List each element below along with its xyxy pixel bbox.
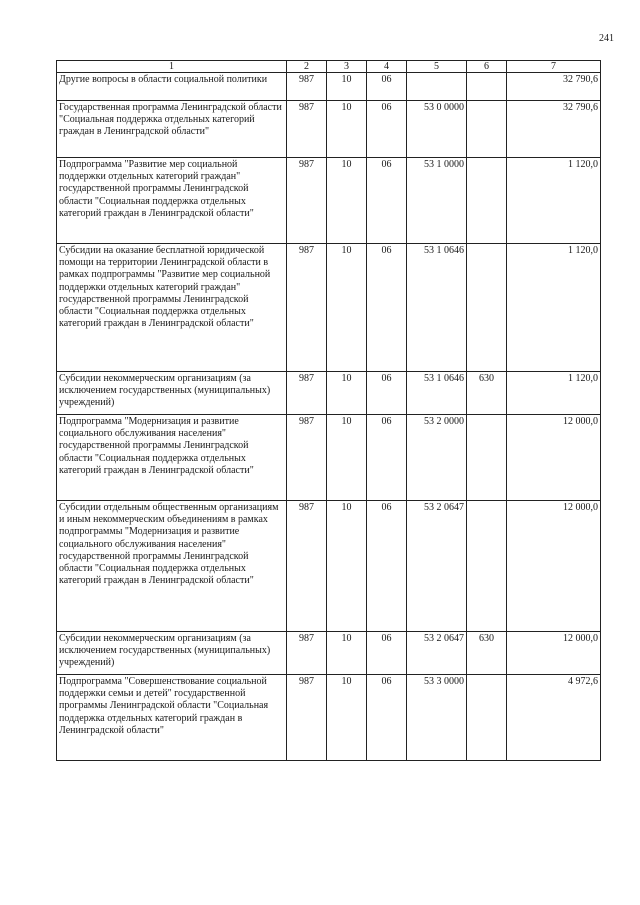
row-col-2: 987 (287, 675, 327, 761)
row-col-6 (467, 415, 507, 501)
row-col-7: 32 790,6 (507, 73, 601, 101)
row-col-3: 10 (327, 244, 367, 372)
row-col-7: 4 972,6 (507, 675, 601, 761)
row-name: Субсидии некоммерческим организациям (за исключением государственных (муниципальных) учреждений) (57, 632, 287, 675)
table-row (57, 101, 601, 158)
table-row (57, 244, 601, 372)
header-cell-2: 2 (287, 61, 327, 73)
row-col-5: 53 2 0647 (407, 632, 467, 675)
row-name: Субсидии некоммерческим организациям (за исключением государственных (муниципальных) учреждений) (57, 372, 287, 415)
row-col-2: 987 (287, 501, 327, 632)
header-cell-6: 6 (467, 61, 507, 73)
row-col-4: 06 (367, 244, 407, 372)
row-col-3: 10 (327, 632, 367, 675)
row-col-4: 06 (367, 675, 407, 761)
row-col-4: 06 (367, 158, 407, 244)
table-row (57, 632, 601, 675)
row-col-5: 53 1 0646 (407, 244, 467, 372)
row-col-3: 10 (327, 372, 367, 415)
header-cell-4: 4 (367, 61, 407, 73)
row-col-2: 987 (287, 158, 327, 244)
row-name: Подпрограмма "Совершенствование социальной поддержки семьи и детей" государственной программы Ленинградской области "Социальная поддержка отдельных категорий граждан в Ленинградской области" (57, 675, 287, 761)
row-col-7: 12 000,0 (507, 632, 601, 675)
table-row (57, 372, 601, 415)
row-col-2: 987 (287, 101, 327, 158)
header-row (57, 61, 601, 73)
row-col-5: 53 2 0000 (407, 415, 467, 501)
budget-table (56, 60, 601, 761)
row-col-7: 12 000,0 (507, 501, 601, 632)
row-col-5: 53 1 0646 (407, 372, 467, 415)
row-col-6 (467, 73, 507, 101)
row-col-5: 53 3 0000 (407, 675, 467, 761)
row-name: Подпрограмма "Модернизация и развитие социального обслуживания населения" государственной программы Ленинградской области "Социальная поддержка отдельных категорий граждан в Ленинградской области" (57, 415, 287, 501)
row-col-6: 630 (467, 632, 507, 675)
table-row (57, 501, 601, 632)
row-col-5: 53 1 0000 (407, 158, 467, 244)
row-col-6 (467, 675, 507, 761)
row-col-5 (407, 73, 467, 101)
row-col-3: 10 (327, 675, 367, 761)
row-col-6 (467, 244, 507, 372)
row-col-2: 987 (287, 372, 327, 415)
row-col-4: 06 (367, 101, 407, 158)
header-cell-5: 5 (407, 61, 467, 73)
row-name: Подпрограмма "Развитие мер социальной поддержки отдельных категорий граждан" государственной программы Ленинградской области "Социальная поддержка отдельных категорий граждан в Ленинградской области" (57, 158, 287, 244)
header-cell-3: 3 (327, 61, 367, 73)
row-col-4: 06 (367, 501, 407, 632)
row-col-2: 987 (287, 73, 327, 101)
row-col-5: 53 2 0647 (407, 501, 467, 632)
row-col-6 (467, 158, 507, 244)
row-col-3: 10 (327, 101, 367, 158)
table-row (57, 415, 601, 501)
table-row (57, 158, 601, 244)
table-row (57, 675, 601, 761)
row-name: Субсидии на оказание бесплатной юридической помощи на территории Ленинградской области в рамках подпрограммы "Развитие мер социальной поддержки отдельных категорий граждан" государственной программы Ленинградской области "Социальная поддержка отдельных категорий граждан в Ленинградской области" (57, 244, 287, 372)
row-col-7: 1 120,0 (507, 158, 601, 244)
row-col-2: 987 (287, 415, 327, 501)
row-col-5: 53 0 0000 (407, 101, 467, 158)
row-col-7: 12 000,0 (507, 415, 601, 501)
row-col-7: 32 790,6 (507, 101, 601, 158)
row-col-4: 06 (367, 372, 407, 415)
row-name: Другие вопросы в области социальной политики (57, 73, 287, 101)
row-col-6: 630 (467, 372, 507, 415)
row-col-4: 06 (367, 73, 407, 101)
row-col-3: 10 (327, 158, 367, 244)
row-col-7: 1 120,0 (507, 244, 601, 372)
row-col-4: 06 (367, 632, 407, 675)
header-cell-1: 1 (57, 61, 287, 73)
row-col-3: 10 (327, 501, 367, 632)
row-col-3: 10 (327, 415, 367, 501)
row-name: Государственная программа Ленинградской области "Социальная поддержка отдельных категорий граждан в Ленинградской области" (57, 101, 287, 158)
row-col-3: 10 (327, 73, 367, 101)
row-col-6 (467, 101, 507, 158)
row-col-4: 06 (367, 415, 407, 501)
row-col-2: 987 (287, 632, 327, 675)
table-row (57, 73, 601, 101)
row-col-6 (467, 501, 507, 632)
page-number: 241 (599, 33, 614, 44)
header-cell-7: 7 (507, 61, 601, 73)
row-col-7: 1 120,0 (507, 372, 601, 415)
row-col-2: 987 (287, 244, 327, 372)
row-name: Субсидии отдельным общественным организациям и иным некоммерческим объединениям в рамках подпрограммы "Модернизация и развитие социального обслуживания населения" государственной программы Ленинградской области "Социальная поддержка отдельных категорий граждан в Ленинградской области" (57, 501, 287, 632)
